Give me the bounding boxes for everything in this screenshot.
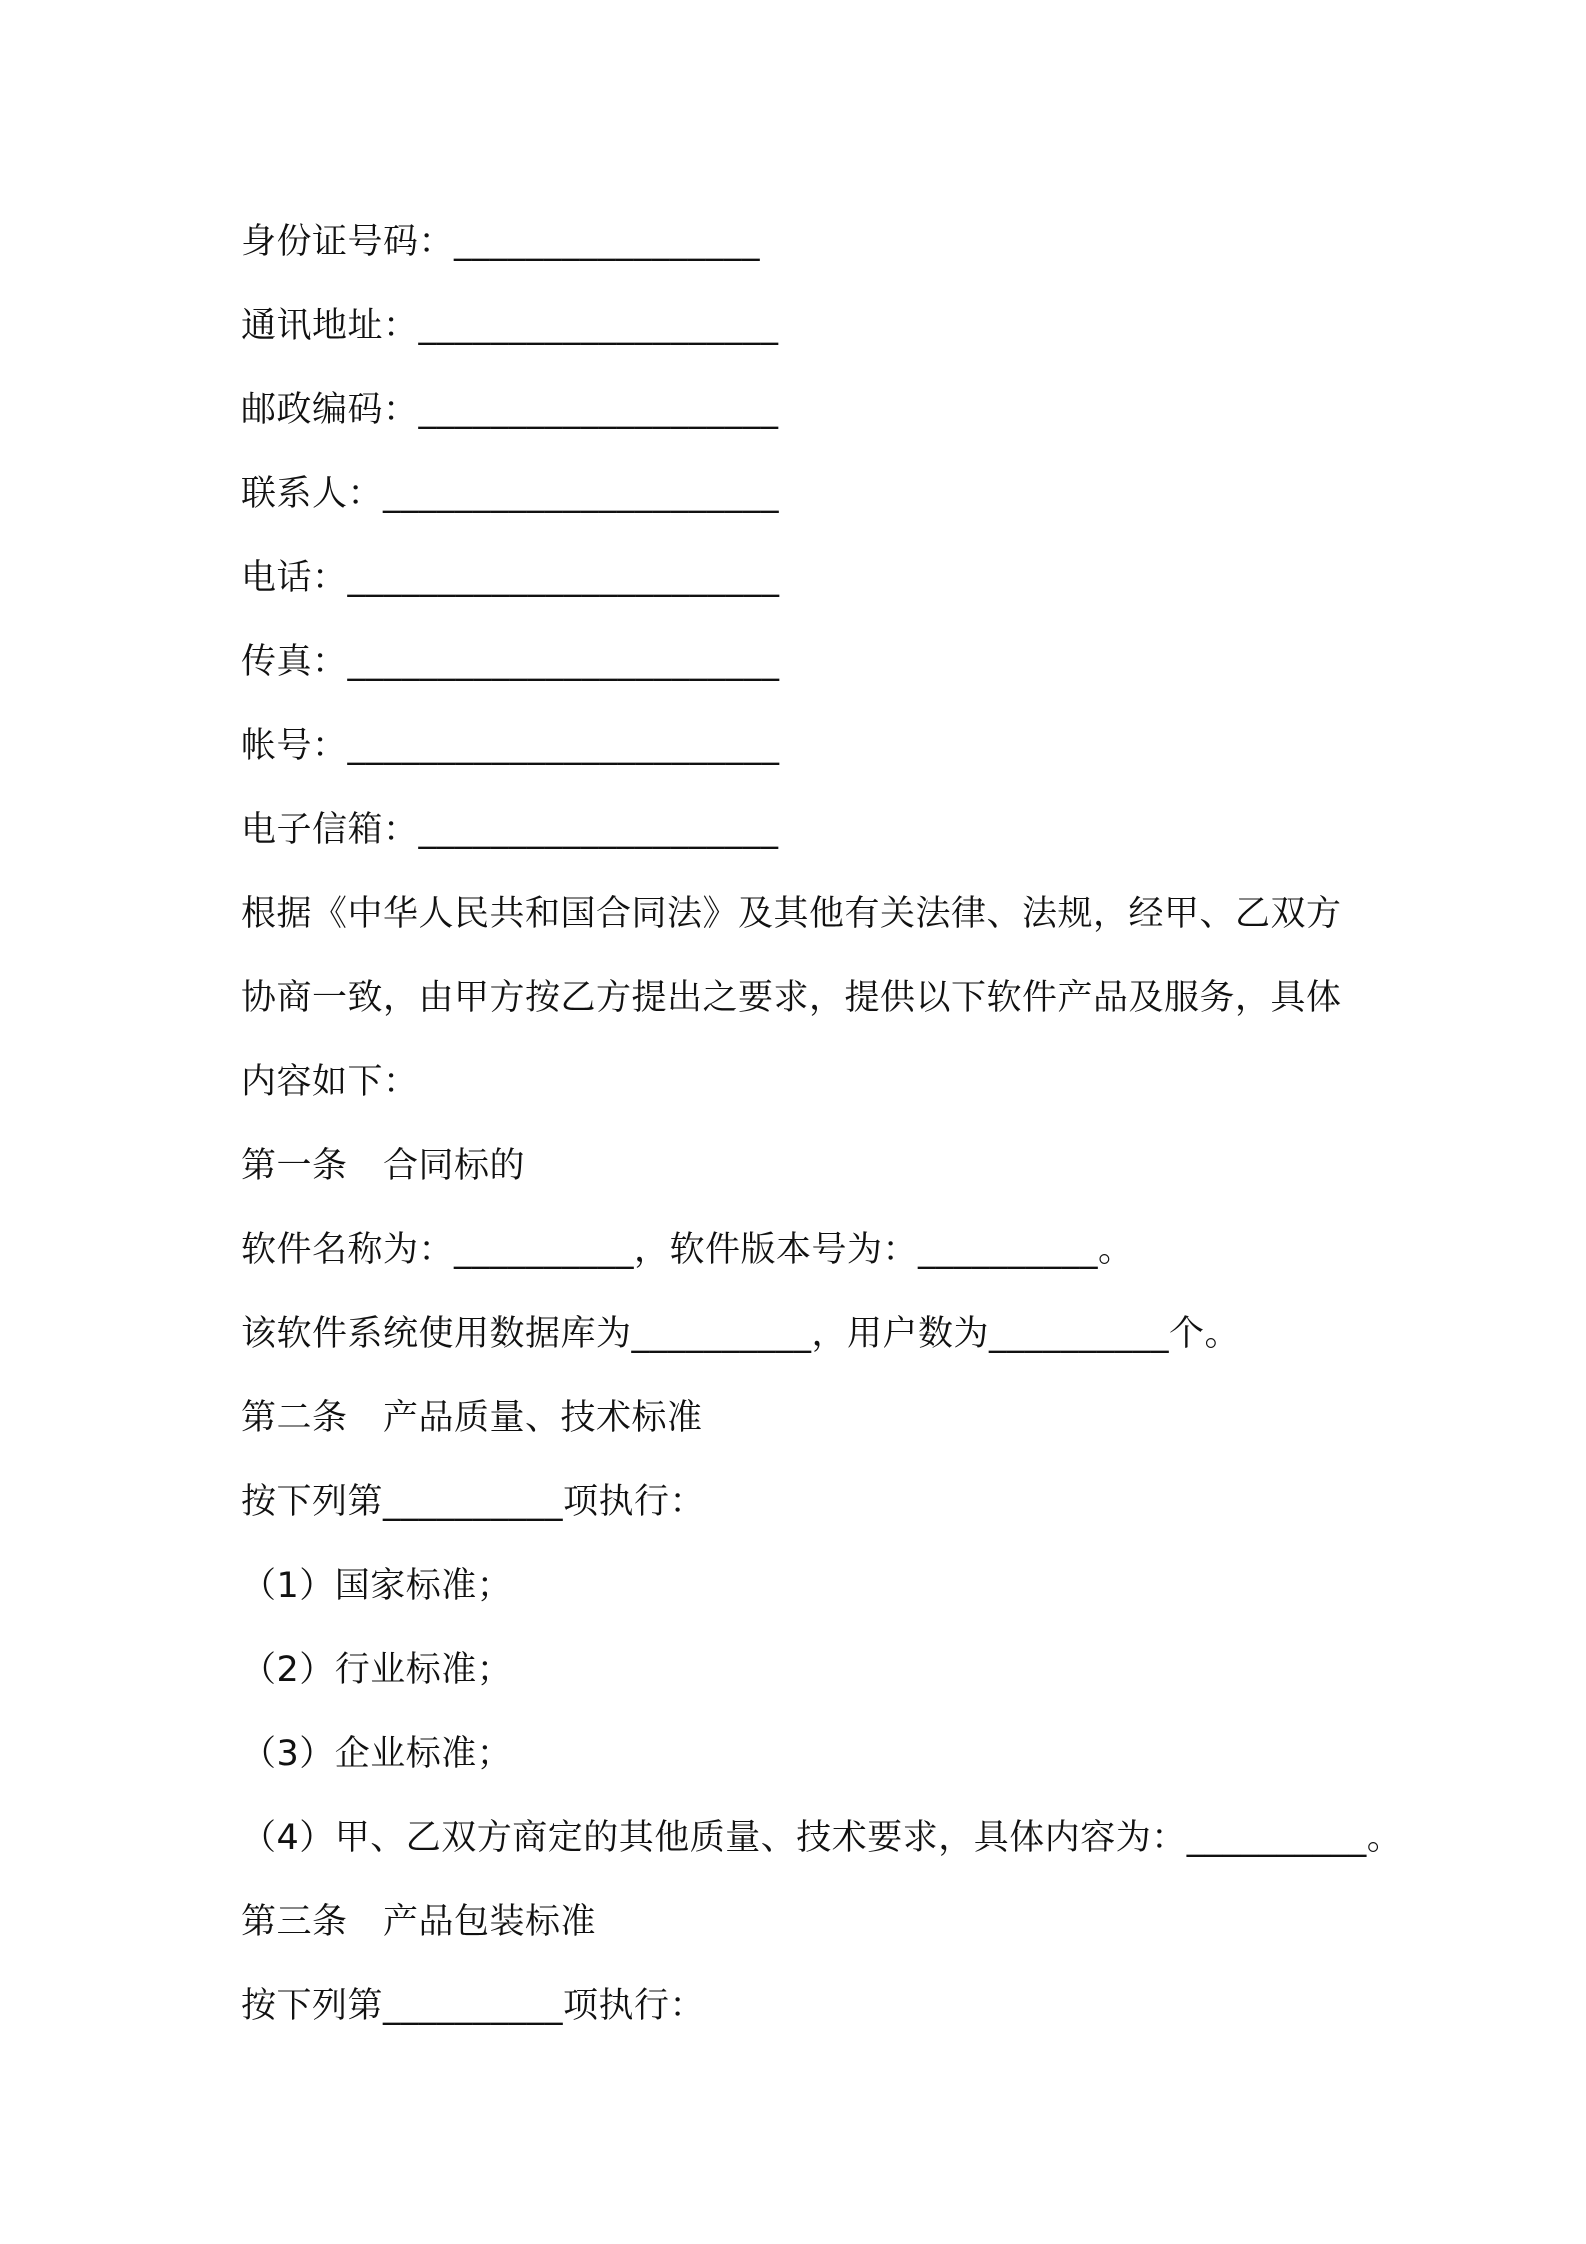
field-address xyxy=(241,284,1361,368)
field-label: 邮政编码： xyxy=(241,390,419,430)
article-2-item-4: （4）甲、乙双方商定的其他质量、技术要求，具体内容为：__________。 xyxy=(241,1818,1403,1858)
document-body xyxy=(241,200,1403,2048)
field-blank: ____________________ xyxy=(418,390,779,430)
field-blank: ____________________ xyxy=(418,306,779,346)
article-2-title: 第二条 产品质量、技术标准 xyxy=(241,1398,703,1438)
field-blank: _________________ xyxy=(454,222,761,262)
field-label: 电话： xyxy=(241,558,348,598)
field-account xyxy=(241,704,1361,788)
field-blank: ____________________ xyxy=(418,810,779,850)
field-blank: ________________________ xyxy=(347,726,780,766)
article-2-item-3: （3）企业标准； xyxy=(241,1734,513,1774)
article-2-item-2: （2）行业标准； xyxy=(241,1650,513,1690)
field-phone xyxy=(241,536,1361,620)
field-label: 电子信箱： xyxy=(241,810,419,850)
field-blank: ______________________ xyxy=(383,474,780,514)
field-blank: ________________________ xyxy=(347,558,780,598)
field-blank: ________________________ xyxy=(347,642,780,682)
article-1-software-name: 软件名称为：__________，软件版本号为：__________。 xyxy=(241,1230,1134,1270)
field-label: 帐号： xyxy=(241,726,348,766)
field-label: 联系人： xyxy=(241,474,384,514)
article-2-item-1: （1）国家标准； xyxy=(241,1566,513,1606)
field-email xyxy=(241,788,1361,872)
article-3-execute: 按下列第__________项执行： xyxy=(241,1986,706,2026)
intro-paragraph: 根据《中华人民共和国合同法》及其他有关法律、法规，经甲、乙双方协商一致，由甲方按乙方提出之要求，提供以下软件产品及服务，具体内容如下： xyxy=(241,894,1342,1102)
article-2-execute: 按下列第__________项执行： xyxy=(241,1482,706,1522)
article-3-title: 第三条 产品包装标准 xyxy=(241,1902,597,1942)
field-postcode xyxy=(241,368,1361,452)
article-1-database: 该软件系统使用数据库为__________，用户数为__________个。 xyxy=(241,1314,1241,1354)
field-label: 通讯地址： xyxy=(241,306,419,346)
field-fax xyxy=(241,620,1361,704)
field-label: 身份证号码： xyxy=(241,222,455,262)
field-contact xyxy=(241,452,1361,536)
article-1-title: 第一条 合同标的 xyxy=(241,1146,526,1186)
field-label: 传真： xyxy=(241,642,348,682)
field-id-number xyxy=(241,200,1361,284)
